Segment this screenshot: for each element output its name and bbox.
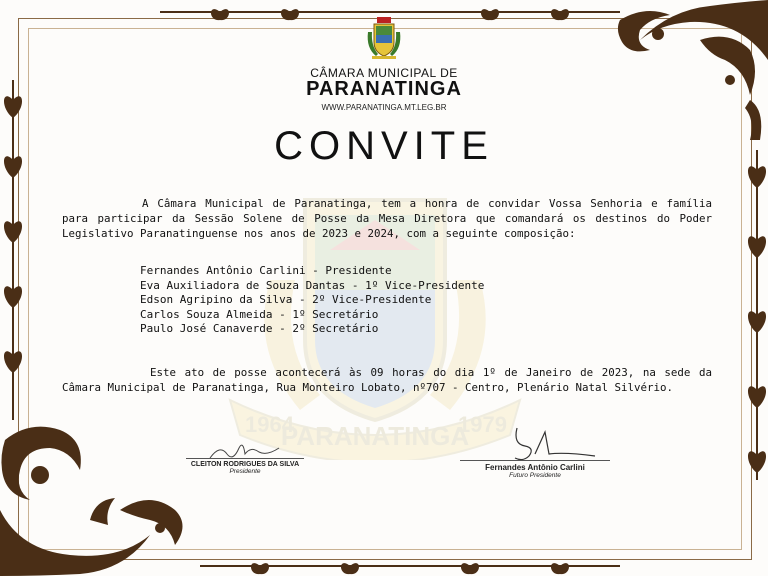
board-members-list bbox=[140, 264, 484, 337]
intro-paragraph: A Câmara Municipal de Paranatinga, tem a honra de convidar Vossa Senhoria e família para participar da Sessão Solene de Posse da Mesa Diretora que comandará os destinos do Poder Legislativo Paranatinguense nos anos de 2023 e 2024, com a seguinte composição: bbox=[62, 197, 712, 240]
chamber-name-line2: PARANATINGA bbox=[306, 78, 462, 100]
heart-ornament-bottom-chain-icon bbox=[200, 556, 620, 576]
signature-role: Futuro Presidente bbox=[509, 472, 561, 479]
watermark-year-right: 1979 bbox=[458, 412, 507, 437]
board-member-item: Edson Agripino da Silva - 2º Vice-Presidente bbox=[140, 293, 432, 306]
coat-of-arms-icon bbox=[366, 16, 402, 60]
board-member-item: Eva Auxiliadora de Souza Dantas - 1º Vice-Presidente bbox=[140, 278, 485, 292]
watermark-year-left: 1964 bbox=[245, 412, 294, 437]
signature-block-president bbox=[186, 458, 304, 475]
board-member-item: Fernandes Antônio Carlini - Presidente bbox=[140, 264, 392, 277]
signature-name: CLEITON RODRIGUES DA SILVA bbox=[190, 461, 300, 468]
board-member-item: Paulo José Canaverde - 2º Secretário bbox=[140, 322, 379, 335]
signature-line bbox=[186, 458, 304, 459]
watermark-name: PARANATINGA bbox=[280, 421, 470, 451]
heart-ornament-right-chain-icon bbox=[746, 150, 768, 480]
closing-paragraph: Este ato de posse acontecerá às 09 horas do dia 1º de Janeiro de 2023, na sede da Câmara Municipal de Paranatinga, Rua Monteiro Lobato, nº707 - Centro, Plenário Natal Silvério. bbox=[62, 366, 712, 394]
chamber-website: WWW.PARANATINGA.MT.LEG.BR bbox=[321, 103, 447, 112]
flourish-ornament-bottom-left-icon bbox=[0, 420, 190, 576]
signature-block-future-president bbox=[460, 460, 610, 479]
signature-scribble-right bbox=[505, 424, 605, 464]
signature-line bbox=[460, 460, 610, 461]
signature-name: Fernandes Antônio Carlini bbox=[485, 463, 585, 472]
signature-role: Presidente bbox=[229, 468, 261, 475]
chamber-name-line1: CÂMARA MUNICIPAL DE bbox=[310, 66, 458, 80]
invitation-title: CONVITE bbox=[274, 124, 494, 168]
board-member-item: Carlos Souza Almeida - 1º Secretário bbox=[140, 307, 379, 321]
